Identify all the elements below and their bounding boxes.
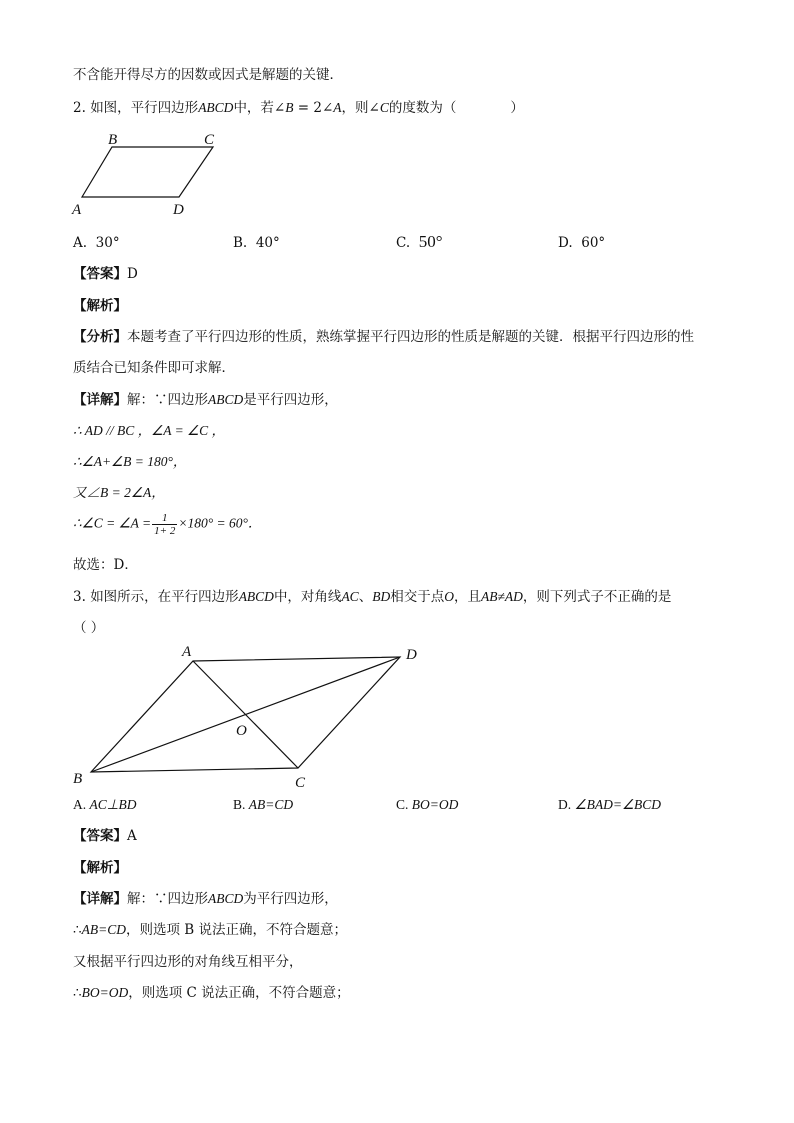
q2-detail-line5: ∴∠C = ∠A = $\frac{1}{1+ 2}$ ×180° = 60°． [73, 512, 262, 537]
q3-analysis-label: 【解析】 [73, 860, 127, 876]
q2-detail-line3: ∴∠A+∠B = 180°， [73, 454, 187, 469]
q3-label-C: C [295, 775, 306, 791]
q2-parallelogram [82, 147, 213, 197]
q3-diagonal-BD [91, 657, 400, 772]
q2-option-a: A. 30° [73, 235, 120, 251]
q2-number: 2. [73, 100, 86, 116]
q3-option-b: B. AB=CD [233, 797, 294, 812]
q3-stem: 3. 如图所示，在平行四边形ABCD中，对角线AC、BD相交于点O，且AB≠AD，则下列式子不正确的是 [73, 589, 672, 605]
q2-answer: 【答案】D [73, 266, 138, 282]
q2-choose: 故选：D． [73, 557, 138, 573]
q3-option-a: A. AC⊥BD [73, 797, 137, 812]
q2-option-b: B. 40° [233, 235, 280, 251]
q2-option-c: C. 50° [396, 232, 443, 251]
q3-detail-line2: ∴AB=CD，则选项 B 说法正确，不符合题意； [73, 922, 347, 938]
q3-option-d: D. ∠BAD=∠BCD [558, 797, 662, 812]
q3-detail-line1: 【详解】解：∵四边形ABCD为平行四边形， [73, 891, 338, 907]
q3-label-B: B [73, 771, 83, 787]
q3-option-c: C. BO=OD [396, 797, 459, 812]
q2-analysis-label: 【解析】 [73, 298, 127, 314]
q3-answer: 【答案】A [73, 828, 137, 844]
q2-detail-line2: ∴ AD // BC ，∠A = ∠C ， [73, 423, 226, 438]
q2-parallelogram-figure [66, 126, 236, 220]
q3-label-D: D [406, 647, 417, 663]
q2-detail-line4: 又∠B = 2∠A， [73, 485, 165, 500]
q2-label-A: A [72, 202, 82, 218]
q2-label-D: D [173, 202, 184, 218]
q2-fraction: $\frac{1}{1+ 2}$ [154, 512, 176, 537]
q2-stem: 2. 如图，平行四边形ABCD中，若∠B = 2∠A，则∠C的度数为（ ） [73, 100, 524, 116]
q3-label-O: O [236, 723, 247, 739]
q2-fenxi-line1: 【分析】本题考查了平行四边形的性质，熟练掌握平行四边形的性质是解题的关键．根据平行四边形的性 [73, 329, 694, 345]
q2-detail-line1: 【详解】解：∵四边形ABCD是平行四边形， [73, 392, 338, 408]
q3-parallelogram-figure [66, 640, 436, 792]
q3-detail-line3: 又根据平行四边形的对角线互相平分， [73, 954, 303, 970]
q3-number: 3. [73, 589, 86, 605]
q3-label-A: A [182, 644, 192, 660]
q2-fenxi-line2: 质结合已知条件即可求解． [73, 360, 235, 376]
intro-line: 不含能开得尽方的因数或因式是解题的关键． [73, 67, 343, 83]
q2-label-B: B [108, 132, 118, 148]
q3-detail-line4: ∴BO=OD，则选项 C 说法正确，不符合题意； [73, 985, 350, 1001]
q2-label-C: C [204, 132, 215, 148]
q2-option-d: D. 60° [558, 235, 606, 251]
q3-stem-paren: （ ） [73, 620, 105, 636]
